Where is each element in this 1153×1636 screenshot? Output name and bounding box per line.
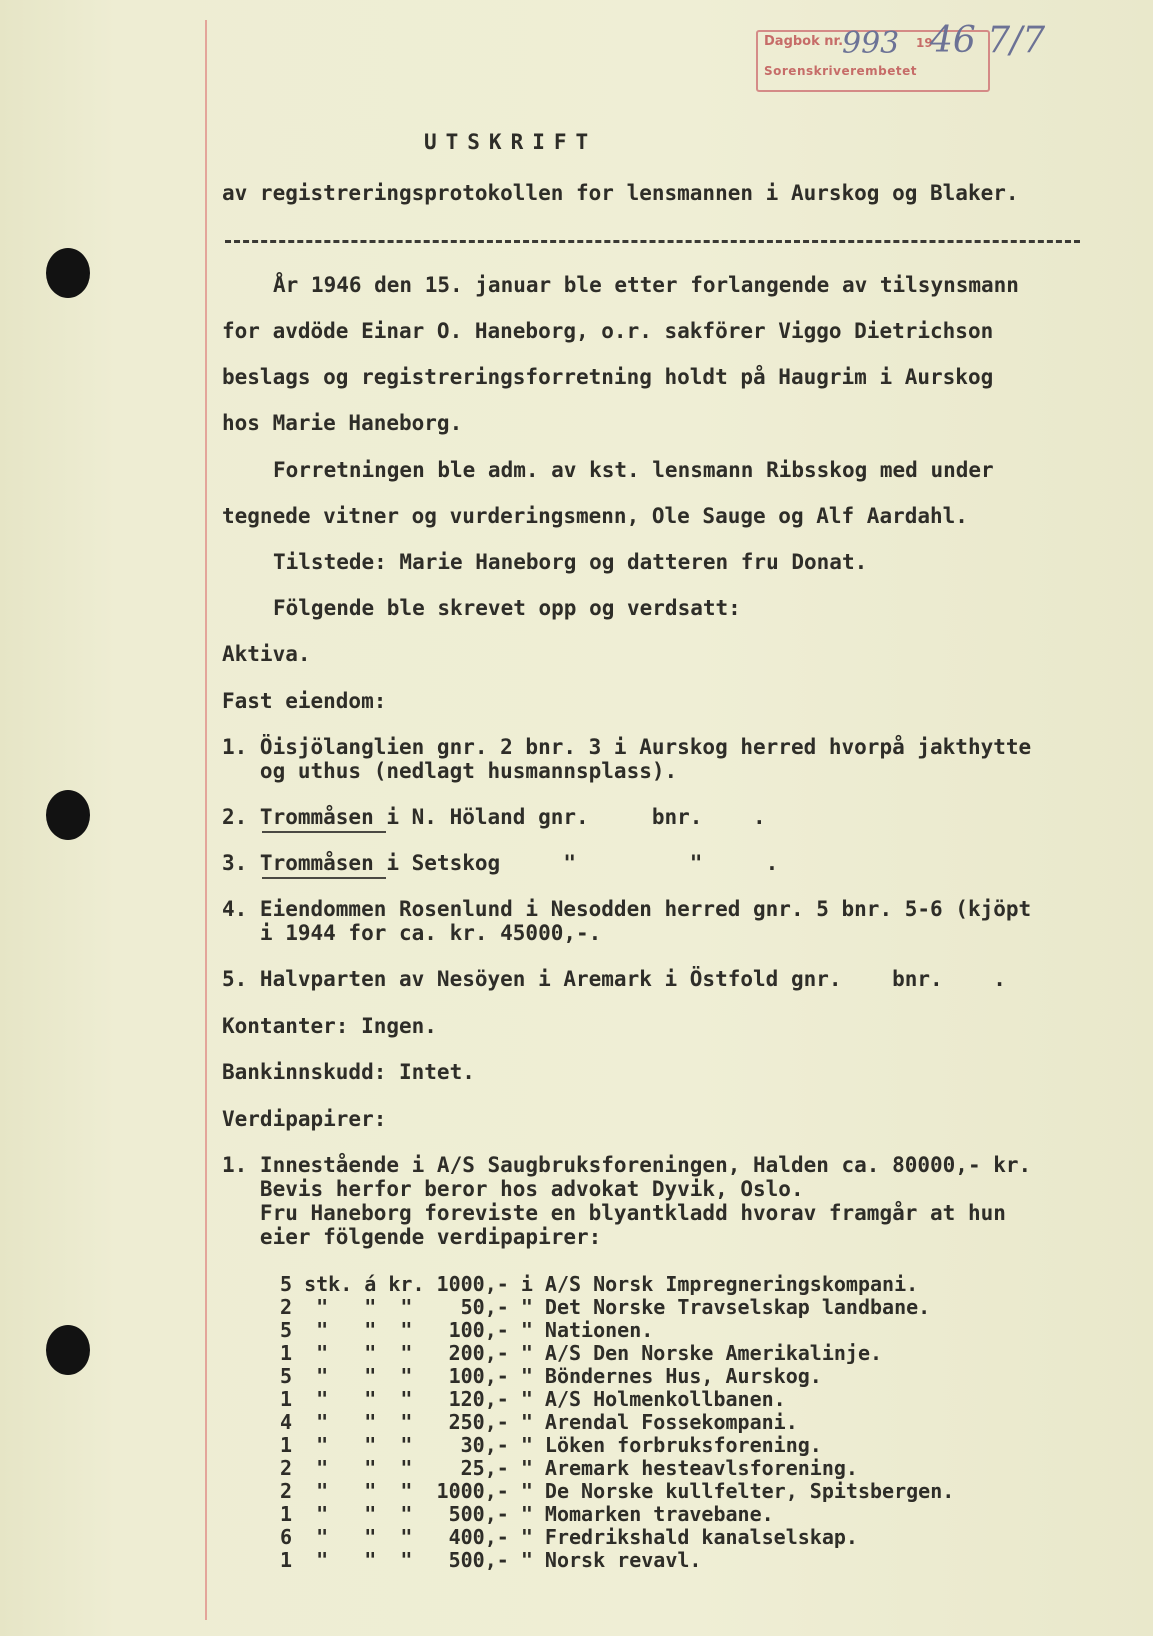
pencil-underline bbox=[262, 831, 386, 833]
punch-hole bbox=[46, 1325, 90, 1375]
document-title: UTSKRIFT bbox=[424, 130, 598, 154]
body-line: tegnede vitner og vurderingsmenn, Ole Sauge og Alf Aardahl. bbox=[222, 504, 968, 528]
securities-line: Bevis herfor beror hos advokat Dyvik, Oslo. bbox=[222, 1177, 804, 1201]
share-row: 2 " " " 50,- " Det Norske Travselskap landbane. bbox=[280, 1295, 931, 1319]
share-row: 1 " " " 120,- " A/S Holmenkollbanen. bbox=[280, 1387, 786, 1411]
stamp-handwritten-date: 46 7/7 bbox=[930, 20, 1046, 61]
bank-line: Bankinnskudd: Intet. bbox=[222, 1060, 475, 1084]
share-row: 2 " " " 25,- " Aremark hesteavlsforening. bbox=[280, 1456, 858, 1480]
property-item: og uthus (nedlagt husmannsplass). bbox=[222, 759, 678, 783]
body-line: hos Marie Haneborg. bbox=[222, 411, 463, 435]
share-row: 6 " " " 400,- " Fredrikshald kanalselskap. bbox=[280, 1525, 858, 1549]
registry-stamp bbox=[756, 20, 1046, 92]
securities-line: Fru Haneborg foreviste en blyantkladd hvorav framgår at hun bbox=[222, 1201, 1006, 1225]
share-row: 1 " " " 500,- " Norsk revavl. bbox=[280, 1548, 702, 1572]
document-subtitle: av registreringsprotokollen for lensmannen i Aurskog og Blaker. bbox=[222, 181, 1019, 205]
share-row: 5 stk. á kr. 1000,- i A/S Norsk Impregneringskompani. bbox=[280, 1272, 919, 1296]
body-line: for avdöde Einar O. Haneborg, o.r. sakförer Viggo Dietrichson bbox=[222, 319, 994, 343]
punch-hole bbox=[46, 248, 90, 298]
dashed-rule bbox=[225, 240, 1080, 243]
pencil-underline bbox=[262, 877, 386, 879]
property-item: 1. Öisjölanglien gnr. 2 bnr. 3 i Aurskog herred hvorpå jakthytte bbox=[222, 735, 1032, 759]
section-heading: Fast eiendom: bbox=[222, 689, 387, 713]
section-heading: Aktiva. bbox=[222, 642, 311, 666]
cash-line: Kontanter: Ingen. bbox=[222, 1014, 437, 1038]
property-item: 5. Halvparten av Nesöyen i Aremark i Östfold gnr. bnr. . bbox=[222, 967, 1006, 991]
stamp-year: 19 bbox=[916, 36, 933, 50]
share-row: 4 " " " 250,- " Arendal Fossekompani. bbox=[280, 1410, 798, 1434]
share-row: 2 " " " 1000,- " De Norske kullfelter, Spitsbergen. bbox=[280, 1479, 955, 1503]
share-row: 5 " " " 100,- " Nationen. bbox=[280, 1318, 654, 1342]
body-line: Tilstede: Marie Haneborg og datteren fru Donat. bbox=[273, 550, 868, 574]
margin-line bbox=[205, 20, 207, 1620]
stamp-number: 993 bbox=[842, 26, 900, 61]
share-row: 5 " " " 100,- " Böndernes Hus, Aurskog. bbox=[280, 1364, 822, 1388]
stamp-office: Sorenskriverembetet bbox=[764, 64, 918, 78]
property-item: 2. Trommåsen i N. Höland gnr. bnr. . bbox=[222, 805, 766, 829]
securities-heading: Verdipapirer: bbox=[222, 1107, 387, 1131]
body-line: Fölgende ble skrevet opp og verdsatt: bbox=[273, 596, 741, 620]
stamp-label: Dagbok nr. bbox=[764, 34, 844, 49]
body-line: Forretningen ble adm. av kst. lensmann Ribsskog med under bbox=[273, 458, 994, 482]
property-item: 4. Eiendommen Rosenlund i Nesodden herred gnr. 5 bnr. 5-6 (kjöpt bbox=[222, 897, 1032, 921]
punch-hole bbox=[46, 790, 90, 840]
property-item: i 1944 for ca. kr. 45000,-. bbox=[222, 921, 602, 945]
share-row: 1 " " " 500,- " Momarken travebane. bbox=[280, 1502, 774, 1526]
body-line: År 1946 den 15. januar ble etter forlangende av tilsynsmann bbox=[273, 273, 1019, 297]
share-row: 1 " " " 30,- " Löken forbruksforening. bbox=[280, 1433, 822, 1457]
property-item: 3. Trommåsen i Setskog " " . bbox=[222, 851, 779, 875]
body-line: beslags og registreringsforretning holdt på Haugrim i Aurskog bbox=[222, 365, 994, 389]
securities-line: eier fölgende verdipapirer: bbox=[222, 1225, 602, 1249]
securities-line: 1. Innestående i A/S Saugbruksforeningen, Halden ca. 80000,- kr. bbox=[222, 1153, 1032, 1177]
share-row: 1 " " " 200,- " A/S Den Norske Amerikalinje. bbox=[280, 1341, 883, 1365]
